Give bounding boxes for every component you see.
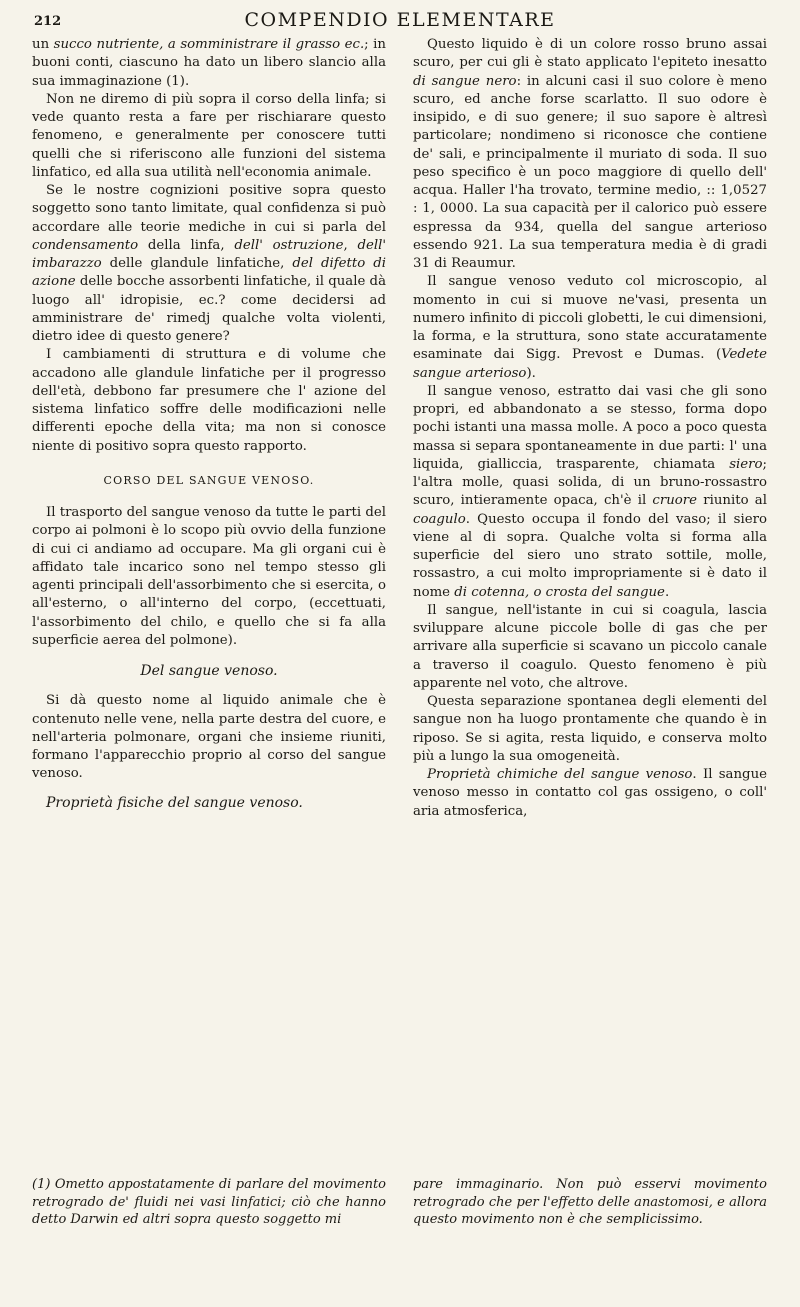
paragraph: Proprietà chimiche del sangue venoso. Il sangue venoso messo in contatto col gas ossigeno, o coll' aria atmosferica,	[413, 767, 767, 819]
paragraph: Si dà questo nome al liquido animale che è contenuto nelle vene, nella parte destra del cuore, e nell'arteria polmonare, organi che insieme riuniti, formano l'apparecchio proprio al corso del sangue venoso.	[32, 693, 386, 782]
paragraph: Questo liquido è di un colore rosso bruno assai scuro, per cui gli è stato applicato l'epiteto inesatto di sangue nero: in alcuni casi il suo colore è meno scuro, ed anche forse scarlatto. Il suo odore è insipido, e di suo genere; il suo sapore è altresì particolare; nondimeno si riconosce che contiene de' sali, e principalmente il muriato di soda. Il suo peso specifico è un poco maggiore di quello dell' acqua. Haller l'ha trovato, termine medio, :: 1,0527 : 1, 0000. La sua capacità per il calorico può essere espressa da 934, quella del sangue arterioso essendo 921. La sua temperatura media è di gradi 31 di Reaumur.	[413, 37, 767, 271]
footnote-right: pare immaginario. Non può esservi movimento retrogrado che per l'effetto delle anastomosi, e allora questo movimento non è che semplicissimo.	[413, 1177, 767, 1227]
footnote-left: (1) Ometto appostatamente di parlare del movimento retrogrado de' fluidi nei vasi linfatici; ciò che hanno detto Darwin ed altri sopra questo soggetto mi	[32, 1177, 386, 1227]
paragraph: Se le nostre cognizioni positive sopra questo soggetto sono tanto limitate, qual confidenza si può accordare alle teorie mediche in cui si parla del condensamento della linfa, dell' ostruzione, dell' imbarazzo delle glandule linfatiche, del difetto di azione delle bocche assorbenti linfatiche, il quale dà luogo all' idropisie, ec.? come decidersi ad amministrare de' rimedj qualche volta violenti, dietro idee di questo genere?	[32, 183, 386, 344]
paragraph: Non ne diremo di più sopra il corso della linfa; si vede quanto resta a fare per rischiarare questo fenomeno, e generalmente per conoscere tutti quelli che si riferiscono alle funzioni del sistema linfatico, ed alla sua utilità nell'economia animale.	[32, 91, 386, 180]
right-column	[413, 36, 767, 821]
paragraph: Questa separazione spontanea degli elementi del sangue non ha luogo prontamente che quando è in riposo. Se si agita, resta liquido, e conserva molto più a lungo la sua omogeneità.	[413, 694, 767, 764]
paragraph: Il sangue venoso veduto col microscopio, al momento in cui si muove ne'vasi, presenta un numero infinito di piccoli globetti, le cui dimensioni, la forma, e la struttura, sono state accuratamente esaminate dai Sigg. Prevost e Dumas. (Vedete sangue arterioso).	[413, 274, 767, 381]
page-number: 212	[34, 14, 62, 29]
footnotes	[32, 1176, 767, 1256]
subsection-title: Del sangue venoso.	[140, 663, 278, 679]
section-title: CORSO DEL SANGUE VENOSO.	[103, 473, 315, 487]
paragraph: Il trasporto del sangue venoso da tutte le parti del corpo ai polmoni è lo scopo più ovvio della funzione di cui ci andiamo ad occupare. Ma gli organi cui è affidato tale incarico sono nel tempo stesso gli agenti principali dell'assorbimento che si esercita, o all'esterno, o all'interno del corpo, (eccettuati, l'assorbimento del chilo, e quello che si fa alla superficie aerea del polmone).	[32, 505, 386, 648]
left-column	[32, 36, 386, 812]
subsection-title-2: Proprietà fisiche del sangue venoso.	[46, 794, 303, 811]
paragraph: Il sangue venoso, estratto dai vasi che gli sono propri, ed abbandonato a se stesso, forma dopo pochi istanti una massa molle. A poco a poco questa massa si separa spontaneamente in due parti: l' una liquida, gialliccia, trasparente, chiamata siero; l'altra molle, quasi solida, di un bruno-rossastro scuro, intieramente opaca, ch'è il cruore riunito al coagulo. Questo occupa il fondo del vaso; il siero viene al di sopra. Qualche volta si forma alla superficie del siero uno strato sottile, molle, rossastro, a cui molto impropriamente si è dato il nome di cotenna, o crosta del sangue.	[413, 383, 767, 600]
running-head: COMPENDIO ELEMENTARE	[244, 9, 556, 31]
paragraph: I cambiamenti di struttura e di volume che accadono alle glandule linfatiche per il progresso dell'età, debbono far presumere che l' azione del sistema linfatico soffre delle modificazioni nelle differenti epoche della vita; ma non si conosce niente di positivo sopra questo rapporto.	[32, 347, 386, 454]
paragraph: Il sangue, nell'istante in cui si coagula, lascia sviluppare alcune piccole bolle di gas che per arrivare alla superficie si scavano un piccolo canale a traverso il coagulo. Questo fenomeno è più apparente nel voto, che altrove.	[413, 602, 767, 691]
page-header	[30, 6, 770, 32]
paragraph: un succo nutriente, a somministrare il grasso ec.; in buoni conti, ciascuno ha dato un libero slancio alla sua immaginazione (1).	[32, 37, 386, 89]
